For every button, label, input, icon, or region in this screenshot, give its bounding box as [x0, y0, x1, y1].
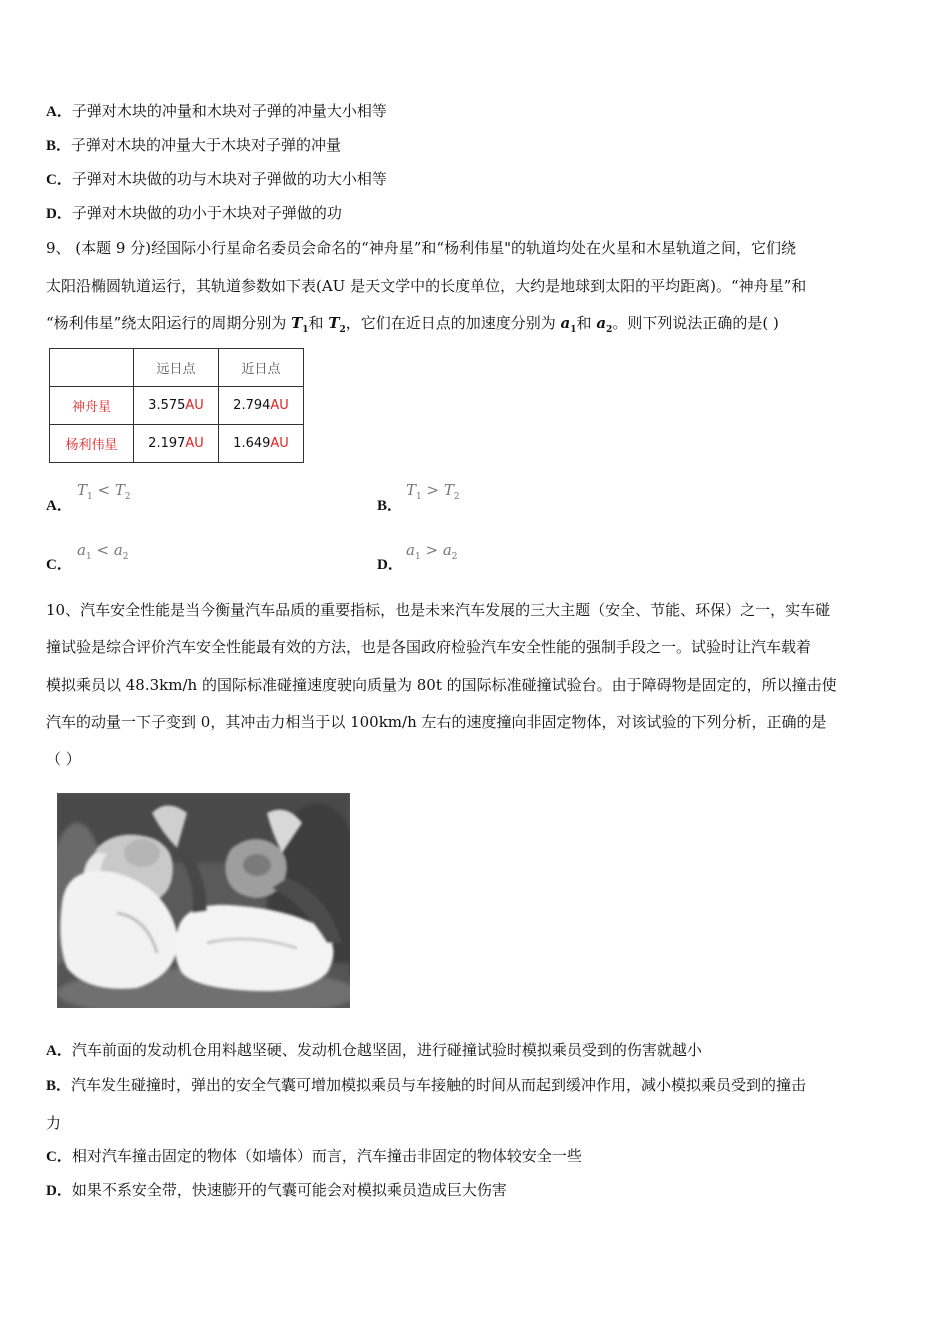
option-letter: C． [46, 1149, 72, 1165]
option-letter: D． [377, 557, 403, 573]
subscript: 2 [606, 325, 613, 335]
formula-symbol: T [77, 481, 88, 499]
option-letter: B． [377, 498, 403, 514]
q9-stem-text: 。则下列说法正确的是( ) [612, 314, 779, 332]
option-text: 子弹对木块做的功小于木块对子弹做的功 [71, 204, 342, 222]
symbol-a: a [596, 314, 607, 332]
operator: > [425, 541, 439, 559]
q9-stem-line1: 9、 (本题 9 分)经国际小行星命名委员会命名的“神舟星”和“杨利伟星"的轨道均处在火星和木星轨道之间，它们绕 [46, 239, 797, 257]
symbol-t: T [328, 314, 340, 332]
q9-option-c [46, 554, 72, 575]
option-text: 子弹对木块做的功与木块对子弹做的功大小相等 [71, 170, 387, 188]
q9-stem-line3 [46, 313, 779, 340]
operator: > [426, 481, 440, 499]
table-header-cell: 远日点 [134, 349, 219, 387]
formula-symbol: a [113, 541, 123, 559]
q9-option-b [377, 495, 402, 516]
table-header-cell: 近日点 [219, 349, 304, 387]
subscript: 1 [87, 492, 93, 502]
q8-option-a [46, 101, 387, 122]
formula-symbol: a [77, 541, 86, 559]
symbol-a: a [560, 314, 571, 332]
q10-option-b [46, 1075, 806, 1096]
q10-option-d [46, 1180, 507, 1201]
unit-label: AU [270, 398, 289, 413]
q9-option-a-formula [77, 481, 131, 502]
formula-symbol: T [406, 481, 417, 499]
option-text: 汽车发生碰撞时，弹出的安全气囊可增加模拟乘员与车接触的时间从而起到缓冲作用，减小模拟乘员受到的撞击 [71, 1076, 807, 1094]
operator: < [96, 541, 110, 559]
q10-option-c [46, 1146, 582, 1167]
subscript: 2 [339, 325, 346, 335]
table-header-row [50, 349, 304, 387]
row-name-cell: 神舟星 [50, 387, 134, 425]
crash-test-photo [57, 793, 350, 1008]
cell-value: 3.575 [148, 398, 186, 413]
q9-stem-text: 和 [308, 314, 329, 332]
option-letter: B． [46, 138, 72, 154]
subscript: 1 [570, 325, 577, 335]
table-row [50, 425, 304, 463]
row-name-cell: 杨利伟星 [50, 425, 134, 463]
option-text: 子弹对木块的冲量大于木块对子弹的冲量 [71, 136, 342, 154]
q10-option-b-continued [46, 1113, 61, 1133]
q8-option-c [46, 169, 387, 190]
operator: < [97, 481, 111, 499]
subscript: 1 [85, 552, 92, 562]
q9-stem-text: ，它们在近日点的加速度分别为 [345, 314, 561, 332]
option-letter: C． [46, 557, 72, 573]
cell-value: 1.649 [233, 436, 271, 451]
q10-stem-line3: 模拟乘员以 48.3km/h 的国际标准碰撞速度驶向质量为 80t 的国际标准碰撞试验台。由于障碍物是固定的，所以撞击使 [46, 676, 837, 694]
option-letter: A． [46, 498, 72, 514]
subscript: 1 [302, 325, 309, 335]
table-cell [219, 425, 304, 463]
formula-symbol: T [114, 481, 125, 499]
orbit-parameter-table [49, 348, 304, 463]
q9-option-a [46, 495, 72, 516]
option-text: 子弹对木块的冲量和木块对子弹的冲量大小相等 [71, 102, 387, 120]
option-text: 如果不系安全带，快速膨开的气囊可能会对模拟乘员造成巨大伤害 [71, 1181, 507, 1199]
unit-label: AU [270, 436, 289, 451]
table-row [50, 387, 304, 425]
q10-stem-line2: 撞试验是综合评价汽车安全性能最有效的方法，也是各国政府检验汽车安全性能的强制手段之一。试验时让汽车载着 [46, 638, 812, 656]
q10-option-a [46, 1040, 702, 1061]
subscript: 2 [124, 492, 131, 502]
subscript: 2 [453, 492, 460, 502]
q8-option-b [46, 135, 341, 156]
formula-symbol: a [442, 541, 452, 559]
q9-stem-line2: 太阳沿椭圆轨道运行，其轨道参数如下表(AU 是天文学中的长度单位，大约是地球到太阳的平均距离)。“神舟星”和 [46, 277, 807, 295]
q10-stem-line5: （ ） [46, 750, 81, 768]
option-text: 力 [46, 1114, 62, 1132]
table-cell [134, 387, 219, 425]
option-letter: A． [46, 104, 72, 120]
q9-option-c-formula [77, 541, 129, 562]
option-letter: D． [46, 1183, 72, 1199]
unit-label: AU [185, 436, 204, 451]
cell-value: 2.197 [148, 436, 186, 451]
subscript: 2 [451, 552, 458, 562]
q9-stem-text: “杨利伟星”绕太阳运行的周期分别为 [46, 314, 292, 332]
q9-option-b-formula [406, 481, 460, 502]
option-letter: B． [46, 1078, 72, 1094]
formula-symbol: a [406, 541, 415, 559]
table-cell [134, 425, 219, 463]
q9-stem-text: 和 [576, 314, 597, 332]
symbol-t: T [291, 314, 303, 332]
option-text: 汽车前面的发动机仓用料越坚硬、发动机仓越坚固，进行碰撞试验时模拟乘员受到的伤害就越小 [71, 1041, 702, 1059]
option-letter: C． [46, 172, 72, 188]
formula-symbol: T [443, 481, 454, 499]
subscript: 2 [122, 552, 129, 562]
subscript: 1 [414, 552, 421, 562]
q10-stem-line4: 汽车的动量一下子变到 0，其冲击力相当于以 100km/h 左右的速度撞向非固定物体，对该试验的下列分析，正确的是 [46, 713, 827, 731]
option-letter: D． [46, 206, 72, 222]
table-cell [219, 387, 304, 425]
q8-option-d [46, 203, 342, 224]
table-header-cell [50, 349, 134, 387]
option-letter: A． [46, 1043, 72, 1059]
q9-option-d-formula [406, 541, 458, 562]
subscript: 1 [416, 492, 422, 502]
option-text: 相对汽车撞击固定的物体（如墙体）而言，汽车撞击非固定的物体较安全一些 [71, 1147, 582, 1165]
q10-stem-line1: 10、汽车安全性能是当今衡量汽车品质的重要指标，也是未来汽车发展的三大主题（安全、节能、环保）之一，实车碰 [46, 601, 831, 619]
cell-value: 2.794 [233, 398, 271, 413]
unit-label: AU [185, 398, 204, 413]
q9-option-d [377, 554, 403, 575]
